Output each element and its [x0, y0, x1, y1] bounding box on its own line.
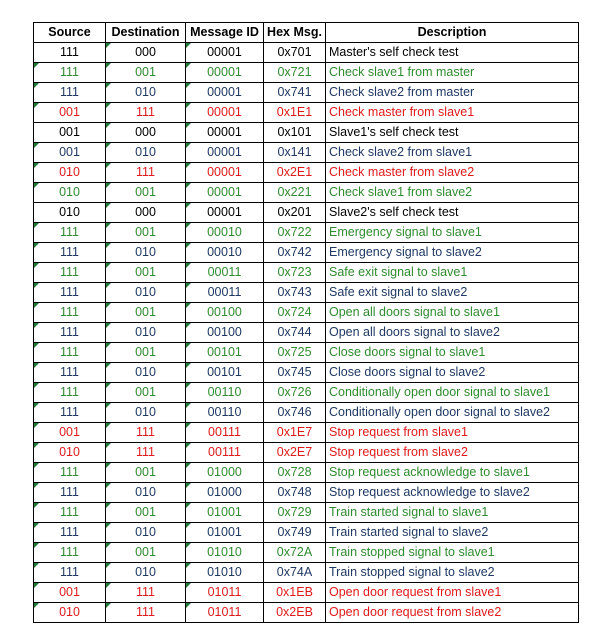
cell-hex-msg: 0x1E7: [264, 423, 326, 443]
table-row: [34, 403, 579, 423]
header-destination: Destination: [106, 23, 186, 43]
table-row: [34, 523, 579, 543]
cell-destination: 010: [106, 523, 186, 543]
cell-hex-msg: 0x72A: [264, 543, 326, 563]
cell-hex-msg: 0x749: [264, 523, 326, 543]
cell-hex-msg: 0x2EB: [264, 603, 326, 623]
cell-source: 001: [34, 583, 106, 603]
cell-hex-msg: 0x729: [264, 503, 326, 523]
cell-destination: 000: [106, 43, 186, 63]
table-row: [34, 323, 579, 343]
cell-description: Emergency signal to slave1: [326, 223, 579, 243]
cell-hex-msg: 0x742: [264, 243, 326, 263]
cell-message-id: 00001: [186, 43, 264, 63]
cell-source: 111: [34, 303, 106, 323]
table-row: [34, 423, 579, 443]
cell-message-id: 01001: [186, 523, 264, 543]
cell-destination: 001: [106, 503, 186, 523]
table-row: [34, 143, 579, 163]
cell-description: Check slave2 from slave1: [326, 143, 579, 163]
table-row: [34, 483, 579, 503]
cell-destination: 010: [106, 143, 186, 163]
cell-hex-msg: 0x701: [264, 43, 326, 63]
table-row: [34, 503, 579, 523]
header-message-id: Message ID: [186, 23, 264, 43]
cell-source: 111: [34, 43, 106, 63]
cell-destination: 010: [106, 323, 186, 343]
cell-source: 001: [34, 123, 106, 143]
cell-description: Conditionally open door signal to slave2: [326, 403, 579, 423]
cell-message-id: 00111: [186, 443, 264, 463]
cell-destination: 001: [106, 63, 186, 83]
cell-message-id: 01000: [186, 463, 264, 483]
cell-message-id: 00001: [186, 63, 264, 83]
cell-hex-msg: 0x726: [264, 383, 326, 403]
cell-message-id: 01000: [186, 483, 264, 503]
cell-destination: 001: [106, 543, 186, 563]
cell-message-id: 00011: [186, 263, 264, 283]
header-source: Source: [34, 23, 106, 43]
cell-source: 111: [34, 483, 106, 503]
table-row: [34, 203, 579, 223]
cell-description: Train stopped signal to slave2: [326, 563, 579, 583]
cell-source: 111: [34, 343, 106, 363]
table-row: [34, 63, 579, 83]
cell-message-id: 00001: [186, 163, 264, 183]
cell-destination: 001: [106, 463, 186, 483]
cell-source: 111: [34, 243, 106, 263]
cell-description: Stop request from slave2: [326, 443, 579, 463]
cell-hex-msg: 0x141: [264, 143, 326, 163]
cell-description: Check slave2 from master: [326, 83, 579, 103]
cell-description: Stop request acknowledge to slave2: [326, 483, 579, 503]
cell-source: 010: [34, 603, 106, 623]
table-row: [34, 263, 579, 283]
cell-description: Stop request acknowledge to slave1: [326, 463, 579, 483]
cell-destination: 111: [106, 103, 186, 123]
cell-source: 111: [34, 463, 106, 483]
table-row: [34, 243, 579, 263]
table-row: [34, 383, 579, 403]
cell-hex-msg: 0x201: [264, 203, 326, 223]
cell-hex-msg: 0x725: [264, 343, 326, 363]
cell-destination: 111: [106, 603, 186, 623]
cell-source: 111: [34, 503, 106, 523]
table-row: [34, 103, 579, 123]
table-body: [34, 43, 579, 623]
cell-source: 111: [34, 363, 106, 383]
cell-description: Conditionally open door signal to slave1: [326, 383, 579, 403]
header-hex-msg: Hex Msg.: [264, 23, 326, 43]
cell-destination: 010: [106, 283, 186, 303]
table-row: [34, 83, 579, 103]
cell-message-id: 00100: [186, 303, 264, 323]
cell-description: Open all doors signal to slave2: [326, 323, 579, 343]
table-row: [34, 363, 579, 383]
cell-source: 111: [34, 63, 106, 83]
cell-message-id: 00001: [186, 183, 264, 203]
cell-hex-msg: 0x746: [264, 403, 326, 423]
header-description: Description: [326, 23, 579, 43]
cell-destination: 111: [106, 583, 186, 603]
cell-destination: 001: [106, 383, 186, 403]
cell-message-id: 00001: [186, 83, 264, 103]
cell-hex-msg: 0x723: [264, 263, 326, 283]
cell-message-id: 01011: [186, 583, 264, 603]
table-row: [34, 183, 579, 203]
cell-hex-msg: 0x2E7: [264, 443, 326, 463]
cell-message-id: 00110: [186, 403, 264, 423]
cell-message-id: 01010: [186, 543, 264, 563]
cell-description: Check master from slave1: [326, 103, 579, 123]
cell-source: 111: [34, 83, 106, 103]
cell-description: Open door request from slave1: [326, 583, 579, 603]
cell-message-id: 01010: [186, 563, 264, 583]
cell-destination: 000: [106, 203, 186, 223]
cell-destination: 010: [106, 363, 186, 383]
cell-hex-msg: 0x722: [264, 223, 326, 243]
cell-hex-msg: 0x745: [264, 363, 326, 383]
cell-message-id: 00001: [186, 123, 264, 143]
cell-description: Check master from slave2: [326, 163, 579, 183]
cell-source: 111: [34, 403, 106, 423]
cell-source: 010: [34, 163, 106, 183]
cell-hex-msg: 0x744: [264, 323, 326, 343]
cell-destination: 001: [106, 183, 186, 203]
cell-destination: 010: [106, 83, 186, 103]
table-row: [34, 463, 579, 483]
cell-source: 010: [34, 203, 106, 223]
cell-message-id: 00010: [186, 243, 264, 263]
cell-source: 111: [34, 323, 106, 343]
cell-description: Safe exit signal to slave1: [326, 263, 579, 283]
cell-source: 111: [34, 563, 106, 583]
cell-destination: 010: [106, 563, 186, 583]
cell-description: Open door request from slave2: [326, 603, 579, 623]
cell-hex-msg: 0x748: [264, 483, 326, 503]
cell-hex-msg: 0x741: [264, 83, 326, 103]
cell-description: Close doors signal to slave1: [326, 343, 579, 363]
cell-description: Train stopped signal to slave1: [326, 543, 579, 563]
cell-source: 010: [34, 183, 106, 203]
cell-source: 111: [34, 263, 106, 283]
cell-destination: 010: [106, 243, 186, 263]
cell-description: Check slave1 from slave2: [326, 183, 579, 203]
cell-description: Slave1's self check test: [326, 123, 579, 143]
cell-source: 111: [34, 523, 106, 543]
table-row: [34, 123, 579, 143]
cell-hex-msg: 0x743: [264, 283, 326, 303]
cell-hex-msg: 0x221: [264, 183, 326, 203]
cell-hex-msg: 0x724: [264, 303, 326, 323]
table-row: [34, 583, 579, 603]
table-row: [34, 563, 579, 583]
cell-source: 111: [34, 283, 106, 303]
message-table: [33, 22, 579, 623]
table-row: [34, 163, 579, 183]
cell-message-id: 01001: [186, 503, 264, 523]
table-row: [34, 603, 579, 623]
cell-description: Stop request from slave1: [326, 423, 579, 443]
cell-description: Master's self check test: [326, 43, 579, 63]
cell-destination: 000: [106, 123, 186, 143]
cell-message-id: 00001: [186, 203, 264, 223]
cell-message-id: 00001: [186, 103, 264, 123]
cell-destination: 010: [106, 483, 186, 503]
cell-destination: 001: [106, 303, 186, 323]
cell-hex-msg: 0x2E1: [264, 163, 326, 183]
cell-message-id: 00101: [186, 363, 264, 383]
cell-message-id: 00100: [186, 323, 264, 343]
table-row: [34, 43, 579, 63]
cell-hex-msg: 0x1E1: [264, 103, 326, 123]
cell-source: 111: [34, 543, 106, 563]
cell-destination: 001: [106, 223, 186, 243]
cell-source: 111: [34, 223, 106, 243]
cell-destination: 010: [106, 403, 186, 423]
cell-destination: 001: [106, 343, 186, 363]
cell-message-id: 00011: [186, 283, 264, 303]
cell-message-id: 00110: [186, 383, 264, 403]
cell-source: 111: [34, 383, 106, 403]
cell-hex-msg: 0x74A: [264, 563, 326, 583]
cell-message-id: 00101: [186, 343, 264, 363]
cell-description: Close doors signal to slave2: [326, 363, 579, 383]
cell-message-id: 01011: [186, 603, 264, 623]
cell-source: 001: [34, 423, 106, 443]
cell-message-id: 00001: [186, 143, 264, 163]
cell-description: Open all doors signal to slave1: [326, 303, 579, 323]
cell-source: 001: [34, 143, 106, 163]
cell-hex-msg: 0x1EB: [264, 583, 326, 603]
cell-source: 010: [34, 443, 106, 463]
table-row: [34, 543, 579, 563]
cell-destination: 111: [106, 423, 186, 443]
cell-description: Check slave1 from master: [326, 63, 579, 83]
cell-message-id: 00111: [186, 423, 264, 443]
table-row: [34, 303, 579, 323]
cell-description: Slave2's self check test: [326, 203, 579, 223]
cell-description: Train started signal to slave1: [326, 503, 579, 523]
cell-hex-msg: 0x728: [264, 463, 326, 483]
cell-destination: 111: [106, 163, 186, 183]
cell-description: Train started signal to slave2: [326, 523, 579, 543]
table-row: [34, 223, 579, 243]
cell-description: Safe exit signal to slave2: [326, 283, 579, 303]
cell-destination: 001: [106, 263, 186, 283]
cell-hex-msg: 0x101: [264, 123, 326, 143]
header-row: [34, 23, 579, 43]
table-row: [34, 343, 579, 363]
cell-destination: 111: [106, 443, 186, 463]
table-row: [34, 283, 579, 303]
cell-message-id: 00010: [186, 223, 264, 243]
cell-description: Emergency signal to slave2: [326, 243, 579, 263]
cell-hex-msg: 0x721: [264, 63, 326, 83]
cell-source: 001: [34, 103, 106, 123]
table-row: [34, 443, 579, 463]
